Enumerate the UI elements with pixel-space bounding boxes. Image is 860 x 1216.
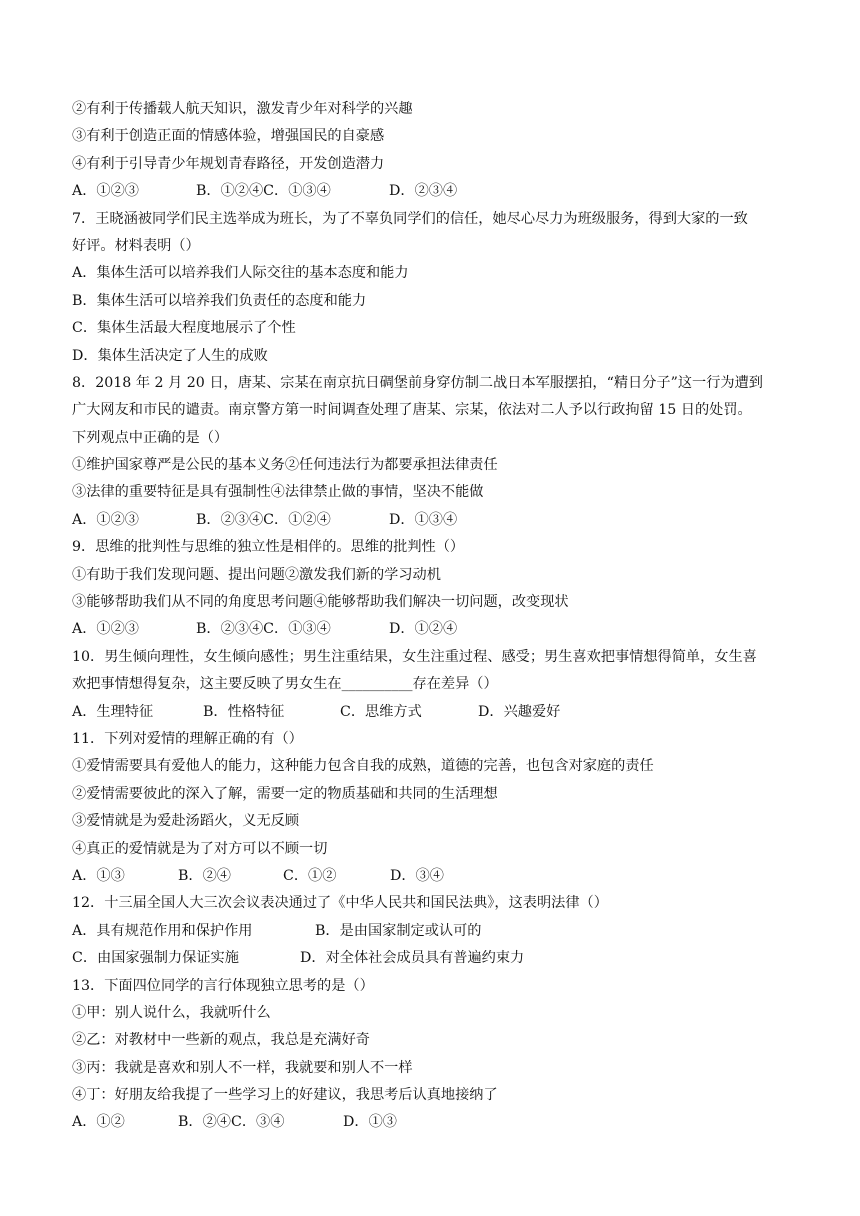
q6-option-bc: B．①②④C．①③④ — [196, 183, 331, 200]
q11-item-1: ①爱情需要具有爱他人的能力，这种能力包含自我的成熟，道德的完善，也包含对家庭的责任 — [72, 758, 654, 775]
q13-options — [72, 1109, 802, 1136]
q13-option-a: A．①② — [72, 1114, 125, 1131]
q10-stem-line-1: 10．男生倾向理性，女生倾向感性；男生注重结果，女生注重过程、感受；男生喜欢把事情想得简单，女生喜 — [72, 648, 757, 665]
q8-option-a: A．①②③ — [72, 511, 139, 528]
q13-item-2: ②乙：对教材中一些新的观点，我总是充满好奇 — [72, 1032, 370, 1049]
q8-item-row-1: ①维护国家尊严是公民的基本义务②任何违法行为都要承担法律责任 — [72, 457, 498, 474]
q12-options-row-1 — [72, 918, 802, 945]
q13-stem: 13．下面四位同学的言行体现独立思考的是（） — [72, 977, 374, 994]
q8-stem-line-3: 下列观点中正确的是（） — [72, 429, 229, 446]
q11-stem: 11．下列对爱情的理解正确的有（） — [72, 730, 303, 747]
q10-option-c: C．思维方式 — [340, 703, 422, 720]
q11-option-c: C．①② — [283, 867, 337, 884]
q7-stem-line-1: 7．王晓涵被同学们民主选举成为班长，为了不辜负同学们的信任，她尽心尽力为班级服务，得到大家的一致 — [72, 210, 748, 227]
q11-option-d: D．③④ — [390, 867, 444, 884]
q10-option-b: B．性格特征 — [203, 703, 285, 720]
q13-option-bc: B．②④C．③④ — [178, 1114, 285, 1131]
q9-options — [72, 616, 802, 643]
q6-item-3: ③有利于创造正面的情感体验，增强国民的自豪感 — [72, 128, 385, 145]
q6-item-4: ④有利于引导青少年规划青春路径，开发创造潜力 — [72, 155, 385, 172]
q6-item-2: ②有利于传播载人航天知识，激发青少年对科学的兴趣 — [72, 101, 413, 117]
q11-item-2: ②爱情需要彼此的深入了解，需要一定的物质基础和共同的生活理想 — [72, 785, 498, 802]
q13-item-3: ③丙：我就是喜欢和别人不一样，我就要和别人不一样 — [72, 1059, 413, 1076]
q8-option-d: D．①③④ — [389, 511, 458, 528]
q12-option-a: A．具有规范作用和保护作用 — [72, 922, 253, 939]
q7-option-b: B．集体生活可以培养我们负责任的态度和能力 — [72, 292, 367, 309]
q7-stem-line-2: 好评。材料表明（） — [72, 237, 200, 254]
q7-option-d: D．集体生活决定了人生的成败 — [72, 347, 268, 364]
q8-stem-line-1: 8．2018 年 2 月 20 日，唐某、宗某在南京抗日碉堡前身穿仿制二战日本军服摆拍，“精日分子”这一行为遭到 — [72, 374, 763, 391]
q7-option-c: C．集体生活最大程度地展示了个性 — [72, 320, 296, 337]
q9-item-row-2: ③能够帮助我们从不同的角度思考问题④能够帮助我们解决一切问题，改变现状 — [72, 594, 569, 611]
q11-item-4: ④真正的爱情就是为了对方可以不顾一切 — [72, 840, 328, 857]
exam-page — [72, 96, 802, 1137]
q11-option-a: A．①③ — [72, 867, 125, 884]
q12-option-b: B．是由国家制定或认可的 — [315, 922, 482, 939]
q12-option-c: C．由国家强制力保证实施 — [72, 950, 239, 967]
q8-stem-line-2: 广大网友和市民的谴责。南京警方第一时间调查处理了唐某、宗某，依法对二人予以行政拘留 15 日的处罚。 — [72, 402, 752, 419]
q10-option-a: A．生理特征 — [72, 703, 154, 720]
q6-options — [72, 178, 802, 205]
q9-option-bc: B．②③④C．①③④ — [196, 621, 331, 638]
q6-option-a: A．①②③ — [72, 183, 139, 200]
q13-item-1: ①甲：别人说什么，我就听什么 — [72, 1004, 271, 1021]
q8-options — [72, 507, 802, 534]
q8-option-bc: B．②③④C．①②④ — [196, 511, 331, 528]
q11-option-b: B．②④ — [178, 867, 231, 884]
q12-option-d: D．对全体社会成员具有普遍约束力 — [300, 950, 525, 967]
q13-item-4: ④丁：好朋友给我提了一些学习上的好建议，我思考后认真地接纳了 — [72, 1087, 498, 1104]
q8-item-row-2: ③法律的重要特征是具有强制性④法律禁止做的事情，坚决不能做 — [72, 484, 484, 501]
q11-options — [72, 863, 802, 890]
q13-option-d: D．①③ — [343, 1114, 397, 1131]
q9-stem: 9．思维的批判性与思维的独立性是相伴的。思维的批判性（） — [72, 539, 465, 556]
q12-stem: 12．十三届全国人大三次会议表决通过了《中华人民共和国民法典》，这表明法律（） — [72, 895, 608, 912]
q9-option-a: A．①②③ — [72, 621, 139, 638]
q10-stem-line-2: 欢把事情想得复杂，这主要反映了男女生在__________存在差异（） — [72, 676, 498, 693]
q9-item-row-1: ①有助于我们发现问题、提出问题②激发我们新的学习动机 — [72, 566, 441, 583]
q6-option-d: D．②③④ — [389, 183, 458, 200]
q7-option-a: A．集体生活可以培养我们人际交往的基本态度和能力 — [72, 265, 409, 282]
q11-item-3: ③爱情就是为爱赴汤蹈火，义无反顾 — [72, 813, 300, 830]
q10-option-d: D．兴趣爱好 — [478, 703, 561, 720]
q9-option-d: D．①②④ — [389, 621, 458, 638]
q10-options — [72, 699, 802, 726]
q12-options-row-2 — [72, 945, 802, 972]
